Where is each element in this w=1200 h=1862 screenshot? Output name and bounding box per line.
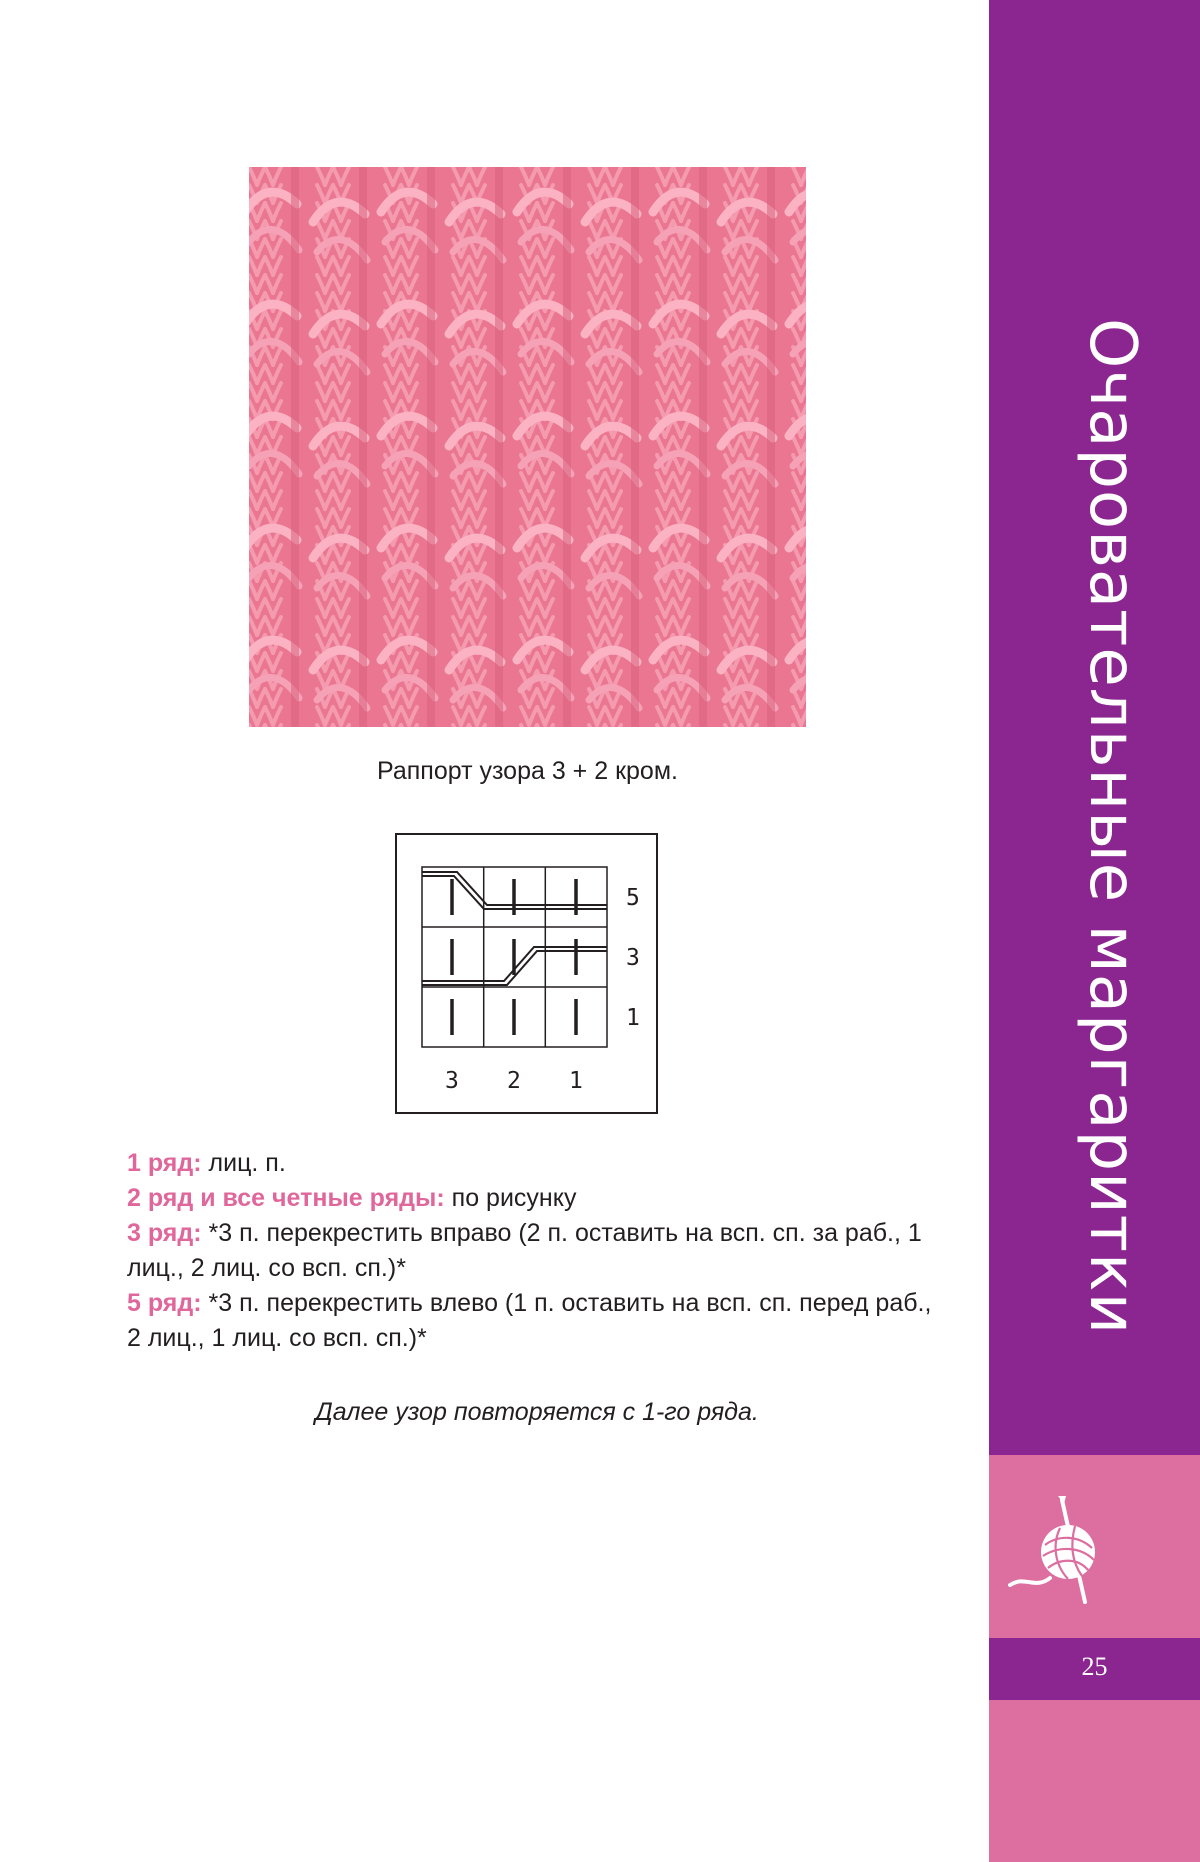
row-text: *3 п. перекрестить влево (1 п. оставить на всп. сп. перед раб., 2 лиц., 1 лиц. со всп. сп.)*	[127, 1289, 932, 1352]
knitting-chart-diagram	[397, 835, 656, 1112]
chart-column-number: 1	[569, 1068, 583, 1094]
yarn-ball-crochet-hook-icon	[1000, 1490, 1120, 1615]
knit-swatch-image	[249, 167, 806, 727]
row-instructions	[127, 1146, 947, 1356]
side-band-bottom	[989, 1700, 1200, 1862]
row-label: 2 ряд и все четные ряды:	[127, 1184, 445, 1212]
row-text: по рисунку	[451, 1184, 577, 1212]
chart-row-number: 1	[626, 1005, 640, 1031]
chart-row-number: 3	[626, 945, 640, 971]
section-title-vertical: Очаровательные маргаритки	[1075, 318, 1149, 1336]
chart-column-number: 2	[507, 1068, 521, 1094]
row-label: 5 ряд:	[127, 1289, 202, 1317]
page-number: 25	[1081, 1652, 1108, 1681]
instruction-row-3	[127, 1216, 947, 1286]
chart-column-number: 3	[445, 1068, 459, 1094]
instruction-row-1	[127, 1146, 947, 1181]
knitting-chart	[395, 833, 658, 1114]
instruction-row-5	[127, 1286, 947, 1356]
row-label: 3 ряд:	[127, 1219, 202, 1247]
row-label: 1 ряд:	[127, 1149, 202, 1177]
knit-swatch-photo	[249, 167, 806, 727]
pattern-repeat-caption: Раппорт узора 3 + 2 кром.	[377, 757, 678, 785]
knit-stitch-marks	[452, 879, 576, 1035]
chart-row-number: 5	[626, 885, 640, 911]
row-text: *3 п. перекрестить вправо (2 п. оставить на всп. сп. за раб., 1 лиц., 2 лиц. со всп. сп.)*	[127, 1219, 922, 1282]
row-text: лиц. п.	[208, 1149, 286, 1177]
instruction-row-2	[127, 1181, 947, 1216]
pattern-repeat-note: Далее узор повторяется с 1-го ряда.	[315, 1398, 759, 1426]
